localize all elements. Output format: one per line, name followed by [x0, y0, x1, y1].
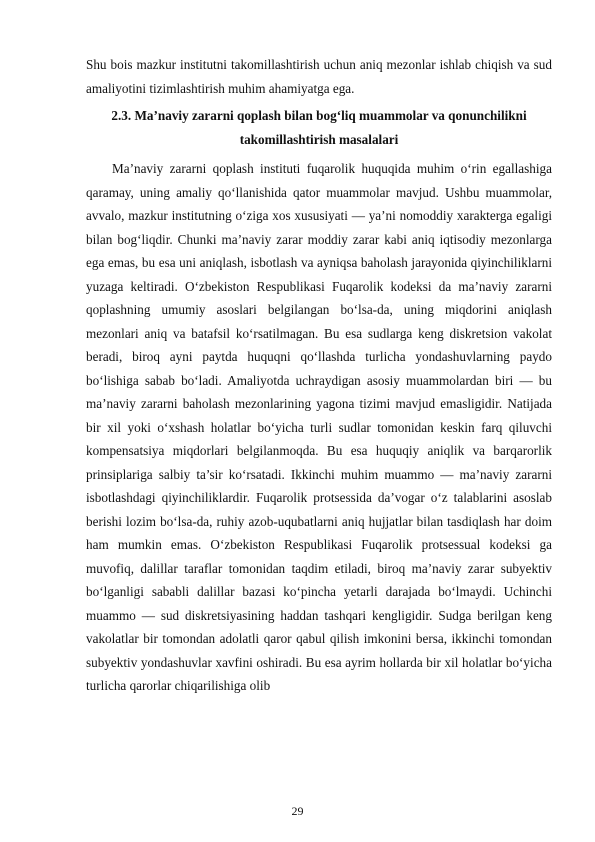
page-number: 29 — [291, 804, 304, 818]
intro-paragraph: Shu bois mazkur institutni takomillashtirish uchun aniq mezonlar ishlab chiqish va sud amaliyotini tizimlashtirish muhim ahamiyatga ega. — [86, 57, 552, 96]
document-page — [86, 53, 552, 698]
section-heading: 2.3. Ma’naviy zararni qoplash bilan bog‘liq muammolar va qonunchilikni takomillashtirish masalalari — [111, 108, 527, 147]
body-paragraph: Ma’naviy zararni qoplash instituti fuqarolik huquqida muhim o‘rin egallashiga qaramay, uning amaliy qo‘llanishida qator muammolar mavjud. Ushbu muammolar, avvalo, mazkur institutning o‘ziga xos xususiyati — ya’ni nomoddiy xarakterga egaligi bilan bog‘liqdir. Chunki ma’naviy zarar moddiy zarar kabi aniq iqtisodiy mezonlarga ega emas, bu esa uni aniqlash, isbotlash va ayniqsa baholash jarayonida qiyinchiliklarni yuzaga keltiradi. O‘zbekiston Respublikasi Fuqarolik kodeksi da ma’naviy zararni qoplashning umumiy asoslari belgilangan bo‘lsa-da, uning miqdorini aniqlash mezonlari aniq va batafsil ko‘rsatilmagan. Bu esa sudlarga keng diskretsion vakolat beradi, biroq ayni paytda huquqni qo‘llashda turlicha yondashuvlarning paydo bo‘lishiga sabab bo‘ladi. Amaliyotda uchraydigan asosiy muammolardan biri — bu ma’naviy zararni baholash mezonlarining yagona tizimi mavjud emasligidir. Natijada bir xil yoki o‘xshash holatlar bo‘yicha turli sudlar tomonidan keskin farq qiluvchi kompensatsiya miqdorlari belgilanmoqda. Bu esa huquqiy aniqlik va barqarorlik prinsiplariga salbiy ta’sir ko‘rsatadi. Ikkinchi muhim muammo — ma’naviy zararni isbotlashdagi qiyinchiliklardir. Fuqarolik protsessida da’vogar o‘z talablarini asoslab berishi lozim bo‘lsa-da, ruhiy azob-uqubatlarni aniq hujjatlar bilan tasdiqlash har doim ham mumkin emas. O‘zbekiston Respublikasi Fuqarolik protsessual kodeksi ga muvofiq, dalillar taraflar tomonidan taqdim etiladi, biroq ma’naviy zarar subyektiv bo‘lganligi sababli dalillar bazasi ko‘pincha yetarli darajada bo‘lmaydi. Uchinchi muammo — sud diskretsiyasining haddan tashqari kengligidir. Sudga berilgan keng vakolatlar bir tomondan adolatli qaror qabul qilish imkonini bersa, ikkinchi tomondan subyektiv yondashuvlar xavfini oshiradi. Bu esa ayrim hollarda bir xil holatlar bo‘yicha turlicha qarorlar chiqarilishiga olib — [86, 161, 552, 693]
